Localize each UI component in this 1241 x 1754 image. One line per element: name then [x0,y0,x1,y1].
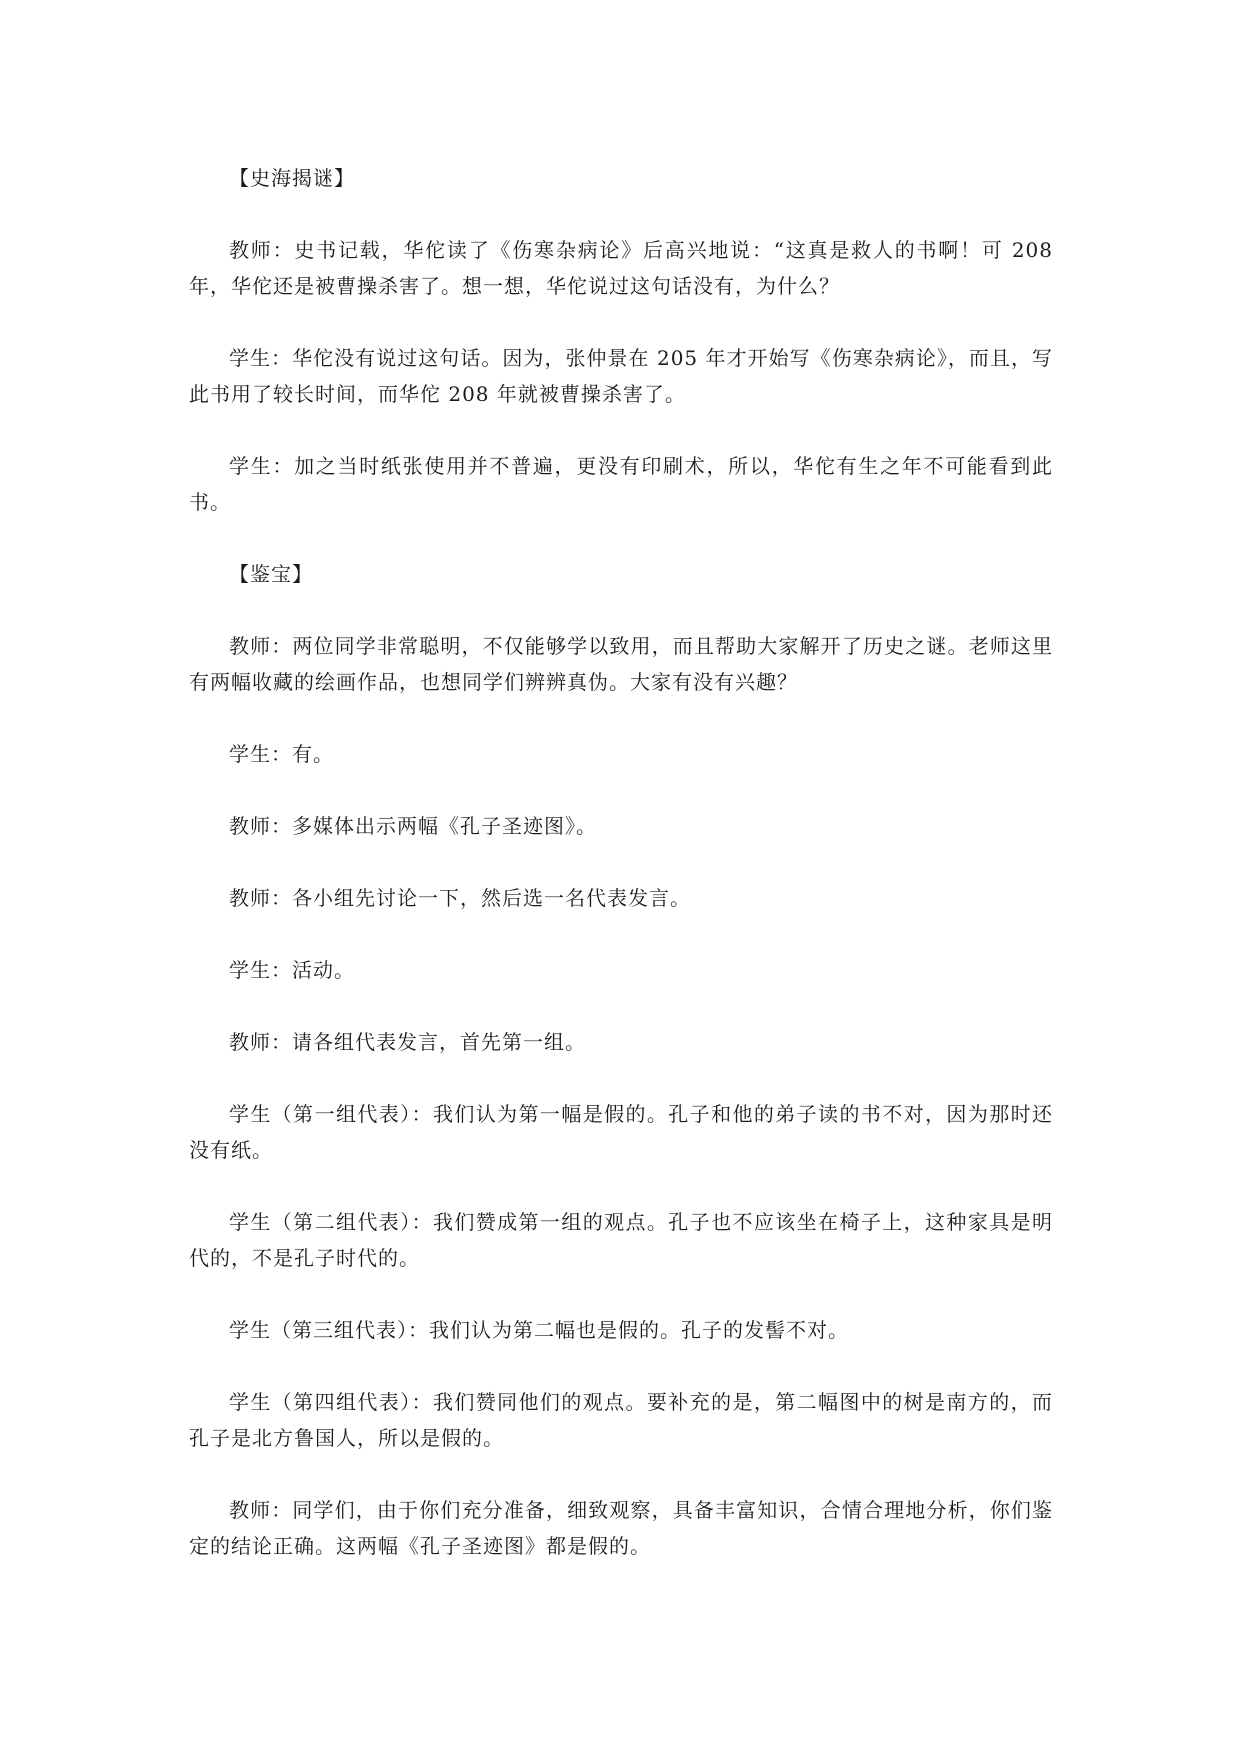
paragraph-group-one: 学生（第一组代表）：我们认为第一幅是假的。孔子和他的弟子读的书不对，因为那时还没有纸。 [189,1102,1053,1162]
paragraph-student-activity: 学生：活动。 [229,958,355,982]
paragraph-group-three: 学生（第三组代表）：我们认为第二幅也是假的。孔子的发髻不对。 [229,1318,849,1342]
section-heading-appraisal: 【鉴宝】 [229,562,313,586]
paragraph-student-answer-2: 学生：加之当时纸张使用并不普遍，更没有印刷术，所以，华佗有生之年不可能看到此书。 [189,454,1053,514]
paragraph-teacher-group-discussion: 教师：各小组先讨论一下，然后选一名代表发言。 [229,886,691,910]
paragraph-teacher-conclusion: 教师：同学们，由于你们充分准备，细致观察，具备丰富知识，合情合理地分析，你们鉴定的结论正确。这两幅《孔子圣迹图》都是假的。 [189,1498,1053,1558]
paragraph-teacher-invite-group-one: 教师：请各组代表发言，首先第一组。 [229,1030,586,1054]
paragraph-group-four: 学生（第四组代表）：我们赞同他们的观点。要补充的是，第二幅图中的树是南方的，而孔子是北方鲁国人，所以是假的。 [189,1390,1053,1450]
paragraph-student-answer-1: 学生：华佗没有说过这句话。因为，张仲景在 205 年才开始写《伤寒杂病论》，而且，写此书用了较长时间，而华佗 208 年就被曹操杀害了。 [189,346,1053,406]
paragraph-group-two: 学生（第二组代表）：我们赞成第一组的观点。孔子也不应该坐在椅子上，这种家具是明代的，不是孔子时代的。 [189,1210,1053,1270]
section-heading-history-mystery: 【史海揭谜】 [229,166,355,190]
paragraph-teacher-huatuo-question: 教师：史书记载，华佗读了《伤寒杂病论》后高兴地说：“这真是救人的书啊！可 208 年，华佗还是被曹操杀害了。想一想，华佗说过这句话没有，为什么？ [189,238,1053,298]
paragraph-teacher-show-paintings: 教师：多媒体出示两幅《孔子圣迹图》。 [229,814,597,838]
paragraph-student-yes: 学生：有。 [229,742,334,766]
document-body [189,160,1053,1600]
paragraph-teacher-intro-paintings: 教师：两位同学非常聪明，不仅能够学以致用，而且帮助大家解开了历史之谜。老师这里有两幅收藏的绘画作品，也想同学们辨辨真伪。大家有没有兴趣？ [189,634,1053,694]
